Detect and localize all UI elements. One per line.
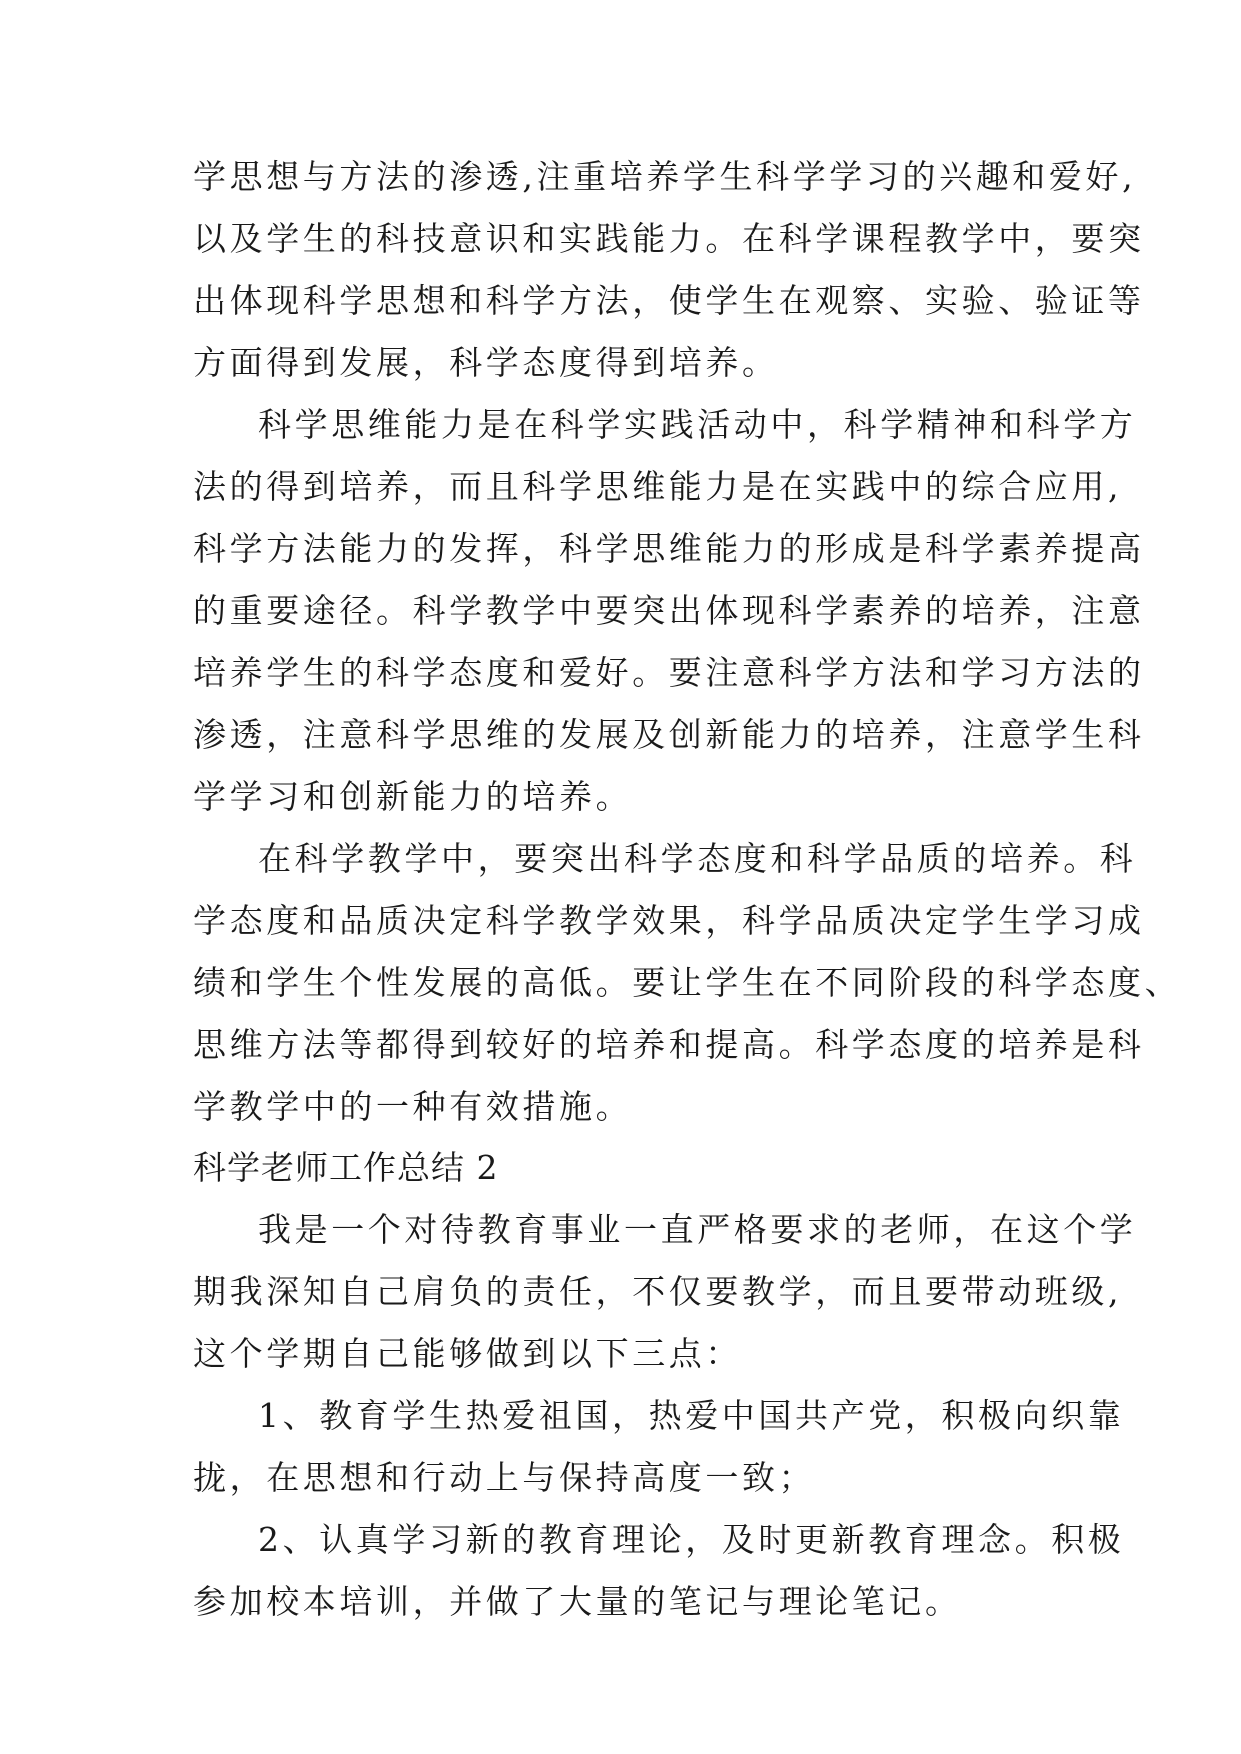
text-line: 参加校本培训，并做了大量的笔记与理论笔记。 [193, 1582, 962, 1621]
text-line: 拢，在思想和行动上与保持高度一致； [193, 1458, 816, 1497]
paragraph-first-line: 在科学教学中，要突出科学态度和科学品质的培养。科 [258, 839, 1137, 878]
text-line: 这个学期自己能够做到以下三点： [193, 1334, 742, 1373]
list-item-1: 1、教育学生热爱祖国，热爱中国共产党，积极向织靠 [258, 1396, 1125, 1435]
text-line: 渗透，注意科学思维的发展及创新能力的培养，注意学生科 [193, 715, 1145, 754]
text-line: 以及学生的科技意识和实践能力。在科学课程教学中，要突 [193, 219, 1145, 258]
text-line: 绩和学生个性发展的高低。要让学生在不同阶段的科学态度、 [193, 963, 1182, 1002]
paragraph-first-line: 科学思维能力是在科学实践活动中，科学精神和科学方 [258, 405, 1137, 444]
text-line: 法的得到培养，而且科学思维能力是在实践中的综合应用, [193, 467, 1123, 506]
text-line: 学教学中的一种有效措施。 [193, 1087, 633, 1126]
text-line: 期我深知自己肩负的责任，不仅要教学，而且要带动班级, [193, 1272, 1123, 1311]
text-line: 方面得到发展，科学态度得到培养。 [193, 343, 779, 382]
text-line: 的重要途径。科学教学中要突出体现科学素养的培养，注意 [193, 591, 1145, 630]
text-line: 思维方法等都得到较好的培养和提高。科学态度的培养是科 [193, 1025, 1145, 1064]
text-line: 学思想与方法的渗透,注重培养学生科学学习的兴趣和爱好, [193, 157, 1137, 196]
text-line: 科学方法能力的发挥，科学思维能力的形成是科学素养提高 [193, 529, 1145, 568]
text-line: 学态度和品质决定科学教学效果，科学品质决定学生学习成 [193, 901, 1145, 940]
section-heading: 科学老师工作总结 2 [193, 1148, 499, 1187]
text-line: 出体现科学思想和科学方法，使学生在观察、实验、验证等 [193, 281, 1145, 320]
list-item-2: 2、认真学习新的教育理论，及时更新教育理念。积极 [258, 1520, 1125, 1559]
text-line: 培养学生的科学态度和爱好。要注意科学方法和学习方法的 [193, 653, 1145, 692]
text-line: 学学习和创新能力的培养。 [193, 777, 633, 816]
paragraph-first-line: 我是一个对待教育事业一直严格要求的老师，在这个学 [258, 1210, 1137, 1249]
